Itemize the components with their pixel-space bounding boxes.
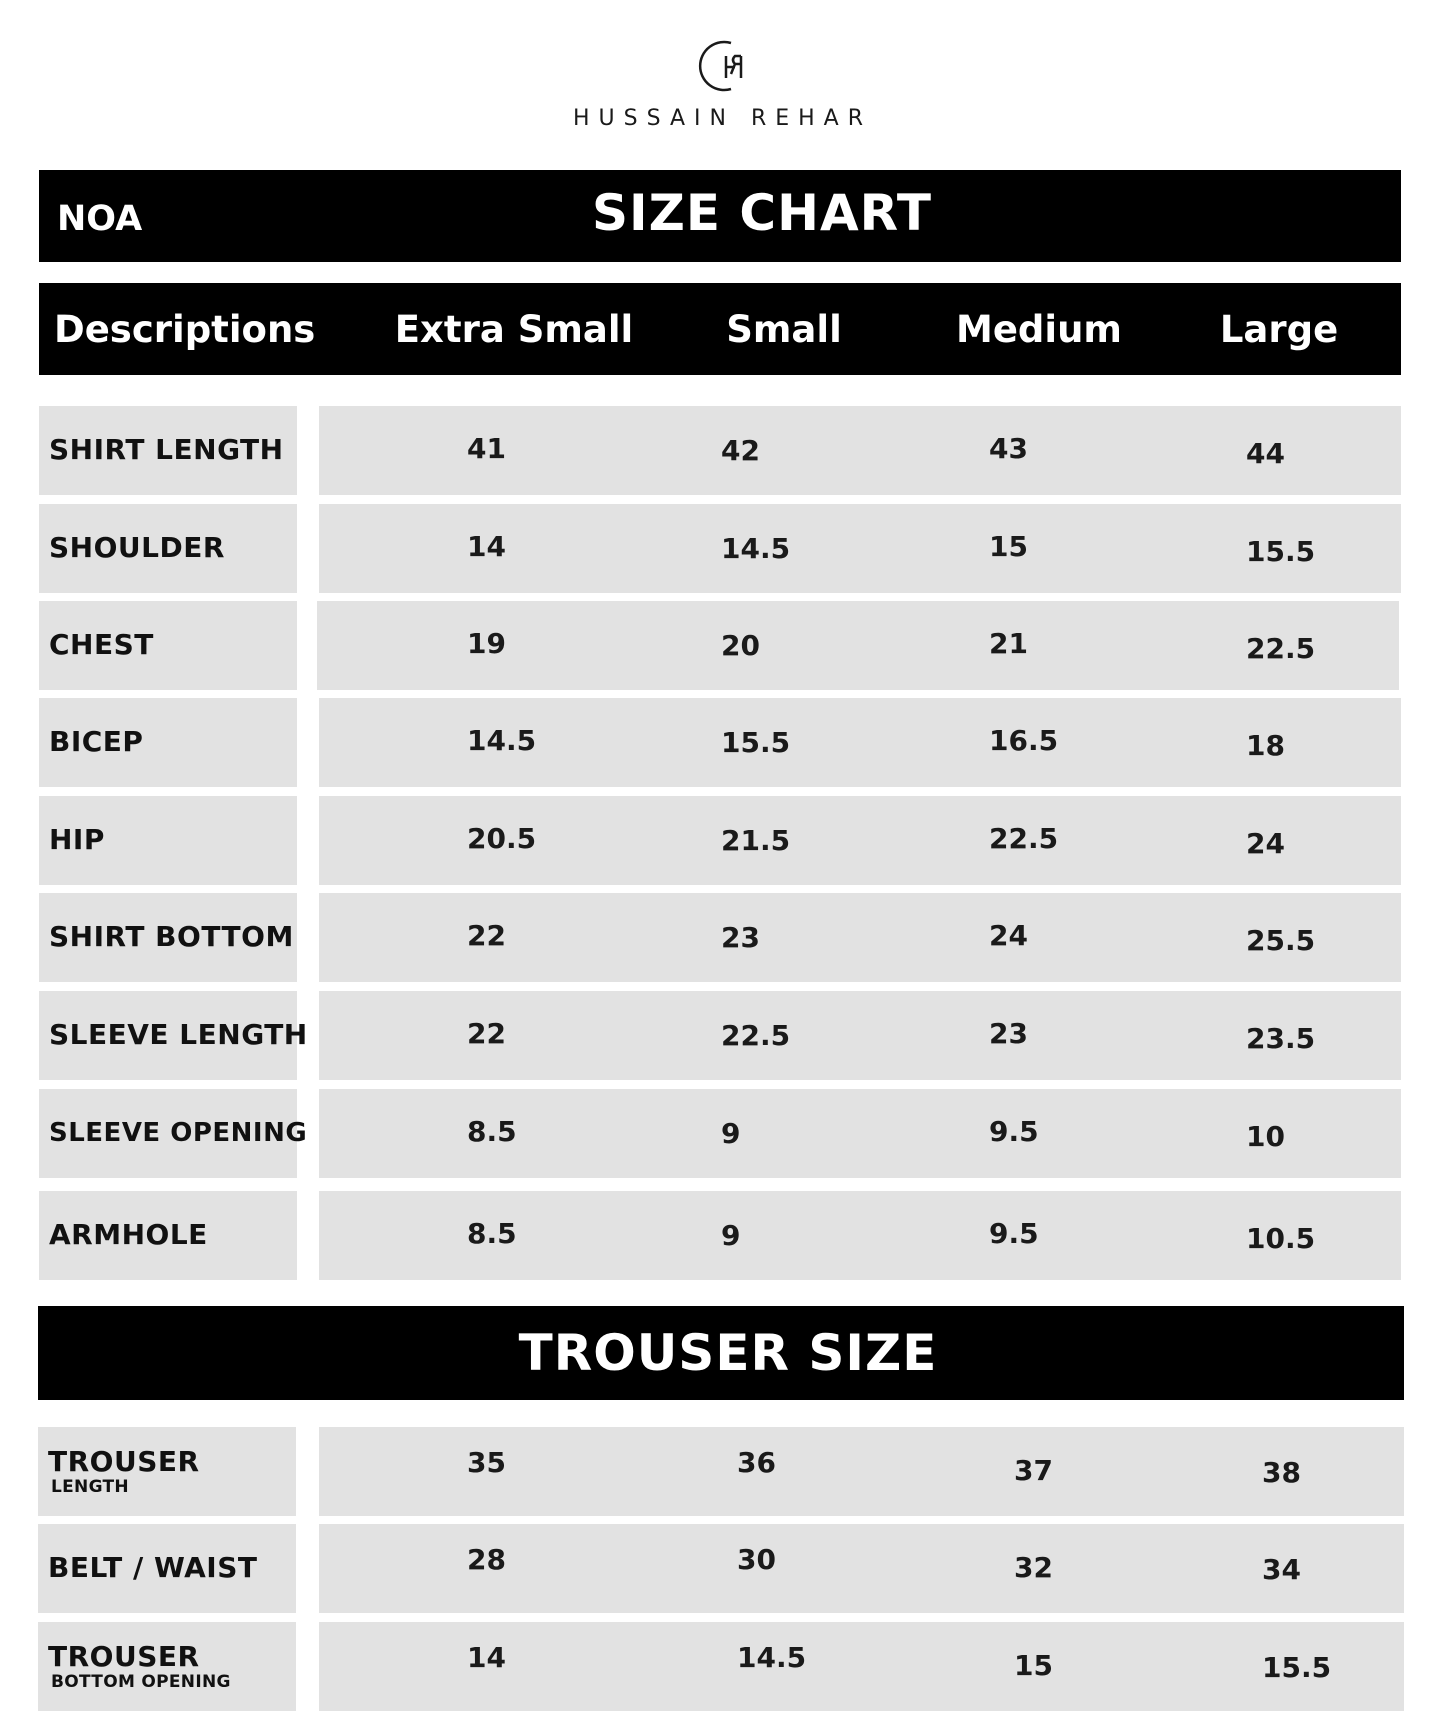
- row-label: CHEST: [49, 628, 154, 662]
- value-small: 21.5: [721, 824, 791, 857]
- value-extra-small: 8.5: [467, 1115, 517, 1148]
- logo-monogram-icon: [693, 36, 753, 96]
- row-sublabel: BOTTOM OPENING: [51, 1671, 231, 1692]
- value-medium: 21: [989, 627, 1028, 660]
- value-large: 38: [1262, 1456, 1301, 1489]
- column-header-medium: Medium: [956, 307, 1122, 351]
- value-large: 15.5: [1262, 1651, 1332, 1684]
- value-medium: 24: [989, 919, 1028, 952]
- value-extra-small: 28: [467, 1543, 506, 1576]
- column-header-large: Large: [1219, 307, 1339, 351]
- value-small: 42: [721, 434, 760, 467]
- row-label: SHOULDER: [49, 531, 225, 565]
- row-sublabel: LENGTH: [51, 1476, 129, 1497]
- value-large: 24: [1246, 827, 1285, 860]
- value-small: 30: [737, 1543, 776, 1576]
- row-label: SHIRT BOTTOM: [49, 920, 294, 954]
- column-header-descriptions: Descriptions: [54, 307, 316, 351]
- value-extra-small: 20.5: [467, 822, 537, 855]
- row-label: SLEEVE LENGTH: [49, 1018, 308, 1052]
- value-small: 23: [721, 921, 760, 954]
- value-extra-small: 22: [467, 1017, 506, 1050]
- value-extra-small: 14.5: [467, 724, 537, 757]
- value-large: 10.5: [1246, 1222, 1316, 1255]
- value-small: 15.5: [721, 726, 791, 759]
- value-large: 15.5: [1246, 535, 1316, 568]
- row-label: BELT / WAIST: [48, 1551, 258, 1585]
- value-small: 14.5: [737, 1641, 807, 1674]
- value-medium: 15: [989, 530, 1028, 563]
- trouser-size-title: TROUSER SIZE: [518, 1324, 938, 1382]
- column-header-bar: [39, 283, 1401, 375]
- row-label: TROUSER: [48, 1444, 200, 1478]
- value-medium: 9.5: [989, 1115, 1039, 1148]
- column-header-extra-small: Extra Small: [394, 307, 634, 351]
- value-extra-small: 14: [467, 1641, 506, 1674]
- trouser-size-title-bar: [38, 1306, 1404, 1400]
- value-small: 14.5: [721, 532, 791, 565]
- size-chart-title: SIZE CHART: [591, 184, 933, 242]
- value-medium: 37: [1014, 1454, 1053, 1487]
- value-small: 20: [721, 629, 760, 662]
- value-medium: 43: [989, 432, 1028, 465]
- row-label: ARMHOLE: [49, 1218, 208, 1252]
- brand-name: HUSSAIN REHAR: [572, 106, 873, 131]
- product-name: NOA: [57, 199, 143, 239]
- row-label: BICEP: [49, 725, 144, 759]
- value-medium: 32: [1014, 1551, 1053, 1584]
- value-medium: 23: [989, 1017, 1028, 1050]
- column-header-small: Small: [726, 307, 842, 351]
- value-large: 25.5: [1246, 924, 1316, 957]
- size-chart-title-bar: [39, 170, 1401, 262]
- value-extra-small: 8.5: [467, 1217, 517, 1250]
- value-small: 36: [737, 1446, 776, 1479]
- value-large: 34: [1262, 1553, 1301, 1586]
- value-large: 18: [1246, 729, 1285, 762]
- value-large: 44: [1246, 437, 1285, 470]
- value-extra-small: 41: [467, 432, 506, 465]
- value-medium: 9.5: [989, 1217, 1039, 1250]
- row-label: HIP: [49, 823, 105, 857]
- row-label: TROUSER: [48, 1639, 200, 1673]
- value-medium: 16.5: [989, 724, 1059, 757]
- brand-logo: [0, 36, 1445, 131]
- value-extra-small: 35: [467, 1446, 506, 1479]
- value-large: 23.5: [1246, 1022, 1316, 1055]
- value-medium: 22.5: [989, 822, 1059, 855]
- value-small: 9: [721, 1219, 741, 1252]
- value-extra-small: 22: [467, 919, 506, 952]
- value-medium: 15: [1014, 1649, 1053, 1682]
- value-large: 22.5: [1246, 632, 1316, 665]
- value-extra-small: 14: [467, 530, 506, 563]
- value-large: 10: [1246, 1120, 1285, 1153]
- value-small: 9: [721, 1117, 741, 1150]
- row-label: SHIRT LENGTH: [49, 433, 284, 467]
- row-label: SLEEVE OPENING: [49, 1118, 308, 1149]
- value-small: 22.5: [721, 1019, 791, 1052]
- value-extra-small: 19: [467, 627, 506, 660]
